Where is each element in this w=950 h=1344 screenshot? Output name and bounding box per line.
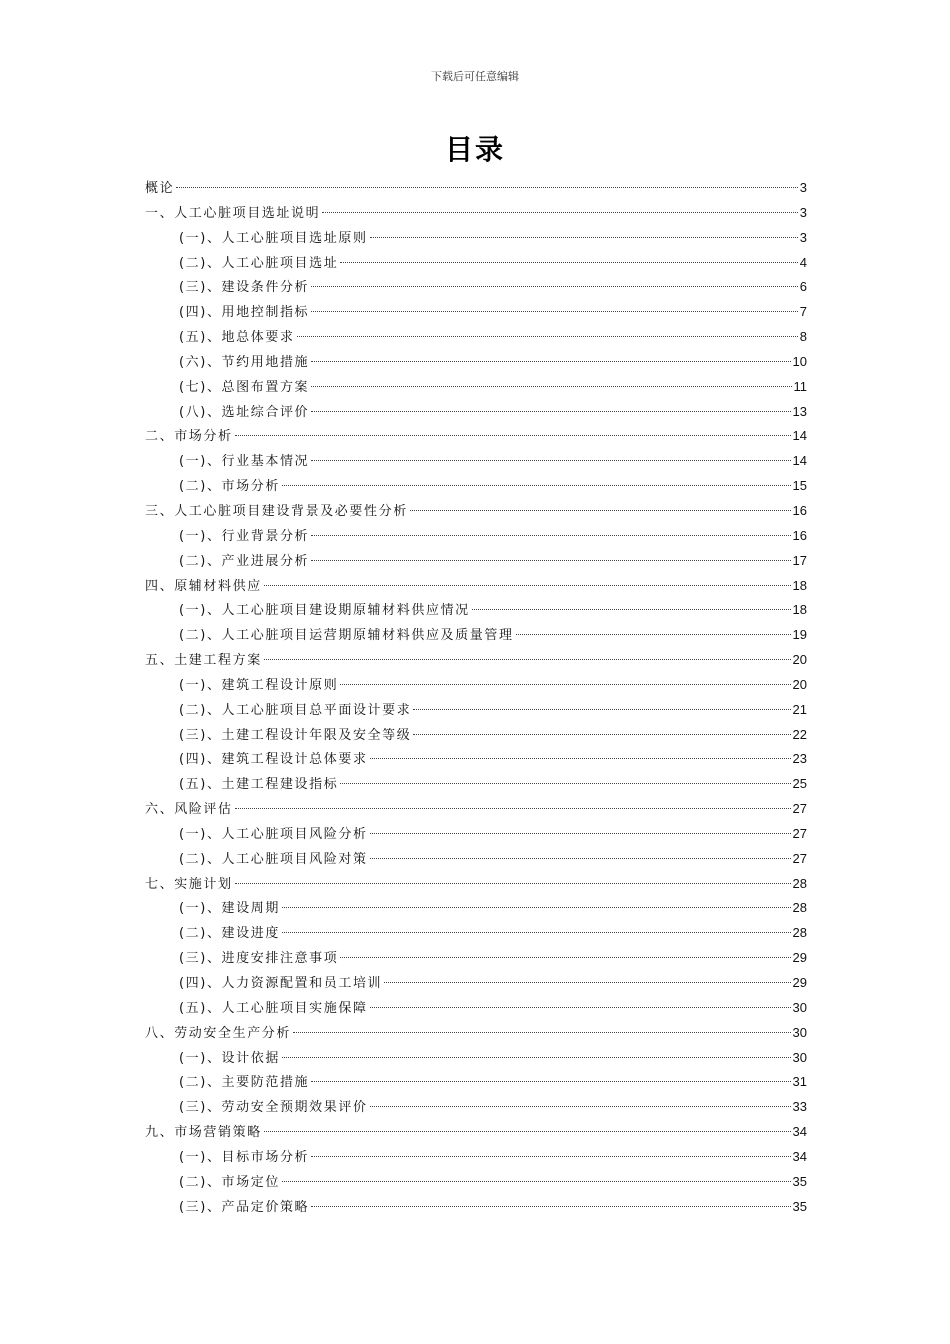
toc-subsection-entry[interactable] — [145, 772, 807, 797]
toc-subsection-entry[interactable] — [145, 226, 807, 251]
toc-entry-label: 一、人工心脏项目选址说明 — [145, 205, 321, 221]
toc-entry-label: (二)、人工心脏项目运营期原辅材料供应及质量管理 — [179, 628, 514, 644]
toc-section-entry[interactable] — [145, 648, 807, 673]
toc-entry-label: (二)、主要防范措施 — [179, 1075, 310, 1091]
toc-entry-label: (二)、市场分析 — [179, 479, 280, 495]
toc-entry-label: (四)、人力资源配置和员工培训 — [179, 976, 383, 991]
toc-page-number: 11 — [793, 378, 807, 394]
toc-page-number: 21 — [792, 701, 807, 717]
toc-subsection-entry[interactable] — [145, 698, 807, 723]
toc-dot-leader — [311, 1156, 790, 1157]
toc-entry-label: (四)、建筑工程设计总体要求 — [179, 752, 368, 768]
toc-page-number: 27 — [792, 825, 807, 841]
toc-entry-label: (八)、选址综合评价 — [179, 404, 310, 420]
toc-entry-label: 四、原辅材料供应 — [145, 578, 262, 594]
toc-entry-label: (二)、产业进展分析 — [179, 553, 310, 569]
toc-subsection-entry[interactable] — [145, 723, 807, 748]
toc-dot-leader — [235, 883, 791, 884]
toc-entry-label: 八、劳动安全生产分析 — [145, 1025, 292, 1041]
toc-subsection-entry[interactable] — [145, 896, 807, 921]
toc-subsection-entry[interactable] — [145, 1046, 807, 1071]
toc-dot-leader — [311, 1206, 790, 1207]
toc-page-number: 28 — [792, 875, 807, 891]
toc-dot-leader — [311, 1081, 790, 1082]
toc-entry-label: (四)、用地控制指标 — [179, 305, 310, 321]
toc-subsection-entry[interactable] — [145, 1145, 807, 1170]
toc-entry-label: (二)、人工心脏项目选址 — [179, 255, 339, 271]
toc-page-number: 6 — [799, 279, 807, 295]
table-of-contents — [145, 176, 807, 1219]
toc-dot-leader — [370, 1106, 791, 1107]
toc-page-number: 20 — [792, 676, 807, 692]
toc-page-number: 3 — [799, 204, 807, 220]
toc-entry-label: (二)、建设进度 — [179, 926, 280, 942]
toc-subsection-entry[interactable] — [145, 946, 807, 971]
toc-subsection-entry[interactable] — [145, 400, 807, 425]
toc-dot-leader — [370, 237, 798, 238]
toc-dot-leader — [410, 510, 791, 511]
toc-dot-leader — [340, 783, 790, 784]
toc-subsection-entry[interactable] — [145, 822, 807, 847]
toc-entry-label: 概论 — [145, 181, 175, 196]
toc-section-entry[interactable] — [145, 424, 807, 449]
toc-entry-label: (二)、人工心脏项目总平面设计要求 — [179, 702, 412, 718]
toc-subsection-entry[interactable] — [145, 847, 807, 872]
toc-subsection-entry[interactable] — [145, 971, 807, 996]
toc-page-number: 14 — [792, 453, 807, 469]
toc-page-number: 14 — [792, 428, 807, 444]
toc-entry-label: (六)、节约用地措施 — [179, 354, 310, 370]
header-note: 下载后可任意编辑 — [431, 70, 519, 83]
toc-dot-leader — [311, 460, 790, 461]
toc-subsection-entry[interactable] — [145, 375, 807, 400]
toc-section-entry[interactable] — [145, 176, 807, 201]
toc-page-number: 18 — [792, 602, 807, 618]
toc-page-number: 20 — [792, 652, 807, 668]
toc-entry-label: (五)、土建工程建设指标 — [179, 777, 339, 793]
toc-subsection-entry[interactable] — [145, 350, 807, 375]
toc-section-entry[interactable] — [145, 574, 807, 599]
toc-dot-leader — [293, 1032, 791, 1033]
toc-dot-leader — [311, 386, 791, 387]
toc-dot-leader — [311, 411, 790, 412]
toc-subsection-entry[interactable] — [145, 1070, 807, 1095]
toc-dot-leader — [311, 361, 790, 362]
toc-subsection-entry[interactable] — [145, 474, 807, 499]
toc-entry-label: (三)、土建工程设计年限及安全等级 — [179, 727, 412, 743]
toc-page-number: 3 — [799, 180, 807, 195]
toc-dot-leader — [297, 336, 798, 337]
toc-subsection-entry[interactable] — [145, 1195, 807, 1220]
toc-section-entry[interactable] — [145, 201, 807, 226]
toc-entry-label: (七)、总图布置方案 — [179, 379, 310, 395]
toc-entry-label: (一)、行业基本情况 — [179, 454, 310, 470]
toc-entry-label: 五、土建工程方案 — [145, 653, 262, 669]
toc-page-number: 30 — [792, 1049, 807, 1065]
toc-entry-label: (一)、人工心脏项目建设期原辅材料供应情况 — [179, 603, 470, 619]
toc-dot-leader — [311, 286, 798, 287]
toc-dot-leader — [472, 609, 791, 610]
toc-dot-leader — [264, 659, 791, 660]
toc-dot-leader — [340, 957, 790, 958]
toc-entry-label: (三)、劳动安全预期效果评价 — [179, 1100, 368, 1116]
toc-subsection-entry[interactable] — [145, 747, 807, 772]
toc-dot-leader — [264, 1131, 791, 1132]
toc-page-number: 34 — [792, 1124, 807, 1140]
toc-subsection-entry[interactable] — [145, 449, 807, 474]
toc-page-number: 29 — [792, 975, 807, 990]
toc-dot-leader — [311, 560, 790, 561]
toc-page-number: 35 — [792, 1173, 807, 1189]
toc-entry-label: 六、风险评估 — [145, 802, 233, 818]
toc-page-number: 8 — [799, 329, 807, 345]
toc-dot-leader — [340, 262, 797, 263]
toc-entry-label: 二、市场分析 — [145, 429, 233, 445]
toc-dot-leader — [340, 684, 790, 685]
toc-page-number: 30 — [792, 999, 807, 1015]
toc-page-number: 7 — [799, 304, 807, 320]
toc-dot-leader — [370, 758, 791, 759]
toc-subsection-entry[interactable] — [145, 300, 807, 325]
toc-subsection-entry[interactable] — [145, 325, 807, 350]
toc-dot-leader — [413, 709, 790, 710]
toc-subsection-entry[interactable] — [145, 251, 807, 276]
toc-page-number: 33 — [792, 1099, 807, 1115]
toc-page-number: 35 — [792, 1198, 807, 1214]
toc-dot-leader — [282, 932, 791, 933]
toc-dot-leader — [516, 634, 791, 635]
toc-dot-leader — [413, 734, 790, 735]
toc-page-number: 34 — [792, 1148, 807, 1164]
toc-subsection-entry[interactable] — [145, 1095, 807, 1120]
toc-entry-label: (二)、人工心脏项目风险对策 — [179, 851, 368, 867]
toc-page-number: 19 — [792, 627, 807, 643]
toc-dot-leader — [282, 485, 791, 486]
toc-page-number: 28 — [792, 925, 807, 941]
page-title: 目录 — [444, 133, 505, 166]
toc-entry-label: 七、实施计划 — [145, 876, 233, 892]
toc-subsection-entry[interactable] — [145, 996, 807, 1021]
toc-entry-label: 九、市场营销策略 — [145, 1125, 262, 1141]
toc-entry-label: (一)、行业背景分析 — [179, 528, 310, 544]
toc-dot-leader — [370, 1007, 791, 1008]
toc-page-number: 27 — [792, 850, 807, 866]
toc-page-number: 29 — [792, 950, 807, 966]
toc-dot-leader — [235, 808, 791, 809]
toc-section-entry[interactable] — [145, 872, 807, 897]
toc-entry-label: (一)、建设周期 — [179, 901, 280, 917]
toc-section-entry[interactable] — [145, 1021, 807, 1046]
toc-page-number: 31 — [792, 1074, 807, 1090]
toc-subsection-entry[interactable] — [145, 1170, 807, 1195]
toc-entry-label: (三)、产品定价策略 — [179, 1199, 310, 1215]
toc-entry-label: (一)、人工心脏项目风险分析 — [179, 826, 368, 842]
toc-entry-label: (一)、目标市场分析 — [179, 1149, 310, 1165]
toc-dot-leader — [235, 435, 791, 436]
toc-page-number: 15 — [792, 478, 807, 494]
toc-subsection-entry[interactable] — [145, 549, 807, 574]
toc-entry-label: (二)、市场定位 — [179, 1174, 280, 1190]
toc-dot-leader — [282, 1057, 791, 1058]
toc-entry-label: (一)、人工心脏项目选址原则 — [179, 230, 368, 246]
toc-page-number: 13 — [792, 403, 807, 419]
toc-dot-leader — [370, 833, 791, 834]
toc-page-number: 17 — [792, 552, 807, 568]
toc-dot-leader — [311, 535, 790, 536]
toc-entry-label: (三)、建设条件分析 — [179, 280, 310, 296]
toc-dot-leader — [282, 1181, 791, 1182]
toc-page-number: 23 — [792, 751, 807, 767]
toc-dot-leader — [264, 585, 791, 586]
toc-page-number: 10 — [792, 353, 807, 369]
toc-section-entry[interactable] — [145, 499, 807, 524]
toc-subsection-entry[interactable] — [145, 673, 807, 698]
toc-entry-label: 三、人工心脏项目建设背景及必要性分析 — [145, 503, 408, 519]
toc-page-number: 30 — [792, 1024, 807, 1040]
toc-section-entry[interactable] — [145, 1120, 807, 1145]
toc-dot-leader — [176, 187, 798, 188]
toc-page-number: 4 — [799, 254, 807, 270]
toc-dot-leader — [311, 311, 798, 312]
toc-page-number: 22 — [792, 726, 807, 742]
toc-entry-label: (五)、地总体要求 — [179, 330, 295, 346]
toc-dot-leader — [282, 907, 791, 908]
toc-entry-label: (五)、人工心脏项目实施保障 — [179, 1000, 368, 1016]
toc-page-number: 28 — [792, 900, 807, 916]
toc-page-number: 27 — [792, 801, 807, 817]
toc-dot-leader — [384, 982, 790, 983]
toc-entry-label: (三)、进度安排注意事项 — [179, 951, 339, 967]
toc-page-number: 25 — [792, 776, 807, 792]
toc-subsection-entry[interactable] — [145, 598, 807, 623]
toc-page-number: 16 — [792, 502, 807, 518]
toc-subsection-entry[interactable] — [145, 623, 807, 648]
toc-subsection-entry[interactable] — [145, 275, 807, 300]
toc-section-entry[interactable] — [145, 797, 807, 822]
toc-page-number: 3 — [799, 229, 807, 245]
toc-dot-leader — [322, 212, 798, 213]
toc-entry-label: (一)、设计依据 — [179, 1050, 280, 1066]
toc-entry-label: (一)、建筑工程设计原则 — [179, 677, 339, 693]
toc-dot-leader — [370, 858, 791, 859]
toc-subsection-entry[interactable] — [145, 921, 807, 946]
toc-subsection-entry[interactable] — [145, 524, 807, 549]
toc-page-number: 18 — [792, 577, 807, 593]
toc-page-number: 16 — [792, 527, 807, 543]
